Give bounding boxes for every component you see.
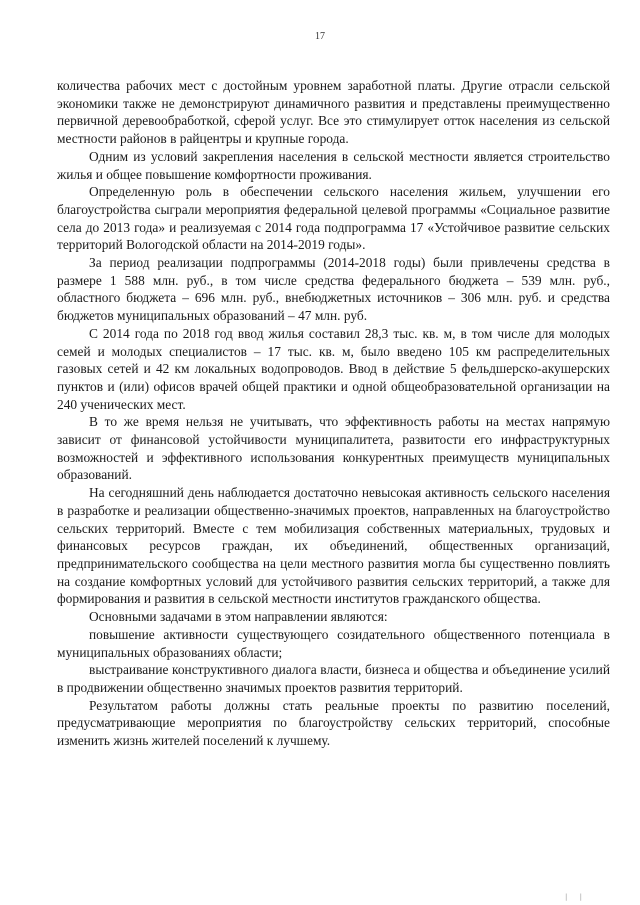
paragraph-efficiency: В то же время нельзя не учитывать, что эффективность работы на местах напрямую зависит от финансовой устойчивости муниципалитета, развитости его инфраструктурных возможностей и эффективного использования конкурентных преимуществ муниципальных образований. [57,414,610,483]
page-number: 17 [315,31,325,42]
paragraph-housing-condition: Одним из условий закрепления населения в сельской местности является строительство жилья и общее повышение комфортности проживания. [57,148,610,182]
scan-edge-mark: | | [565,893,587,901]
paragraph-task-1: повышение активности существующего созидательного общественного потенциала в муниципальных образованиях области; [57,626,610,660]
document-body [57,77,610,750]
paragraph-results: С 2014 года по 2018 год ввод жилья составил 28,3 тыс. кв. м, в том числе для молодых семей и молодых специалистов – 17 тыс. кв. м, было введено 105 км распределительных газовых сетей и 42 км локальных водопроводов. Ввод в действие 5 фельдшерско-акушерских пунктов и (или) офисов врачей общей практики и одной общеобразовательной организации на 240 ученических мест. [57,325,610,412]
paragraph-funding: За период реализации подпрограммы (2014-2018 годы) были привлечены средства в размере 1 588 млн. руб., в том числе средства федерального бюджета – 539 млн. руб., областного бюджета – 696 млн. руб., внебюджетных источников – 306 млн. руб. и средства бюджетов муниципальных образований – 47 млн. руб. [57,255,610,324]
paragraph-tasks-intro: Основными задачами в этом направлении являются: [89,609,388,625]
paragraph-outcome: Результатом работы должны стать реальные проекты по развитию поселений, предусматривающие мероприятия по благоустройству сельских территорий, способные изменить жизнь жителей поселений к лучшему. [57,697,610,749]
paragraph-federal-program: Определенную роль в обеспечении сельского населения жильем, улучшении его благоустройства сыграли мероприятия федеральной целевой программы «Социальное развитие села до 2013 года» и реализуемая с 2014 года подпрограмма 17 «Устойчивое развитие сельских территорий Вологодской области на 2014-2019 годы». [57,184,610,253]
paragraph-task-2: выстраивание конструктивного диалога власти, бизнеса и общества и объединение усилий в продвижении общественно значимых проектов развития территорий. [57,662,610,695]
paragraph-continuation: количества рабочих мест с достойным уровнем заработной платы. Другие отрасли сельской экономики также не демонстрируют динамичного развития и представлены преимущественно первичной деревообработкой, сферой услуг. Все это стимулирует отток населения из сельской местности районов в райцентры и крупные города. [57,78,610,147]
paragraph-activity: На сегодняшний день наблюдается достаточно невысокая активность сельского населения в разработке и реализации общественно-значимых проектов, направленных на благоустройство сельских территорий. Вместе с тем мобилизация собственных материальных, трудовых и финансовых ресурсов граждан, их объединений, общественных организаций, предпринимательского сообщества на цели местного развития могла бы существенно повлиять на создание комфортных условий для устойчивого развития сельских территорий, а также для формирования и развития в сельской местности институтов гражданского общества. [57,485,610,607]
